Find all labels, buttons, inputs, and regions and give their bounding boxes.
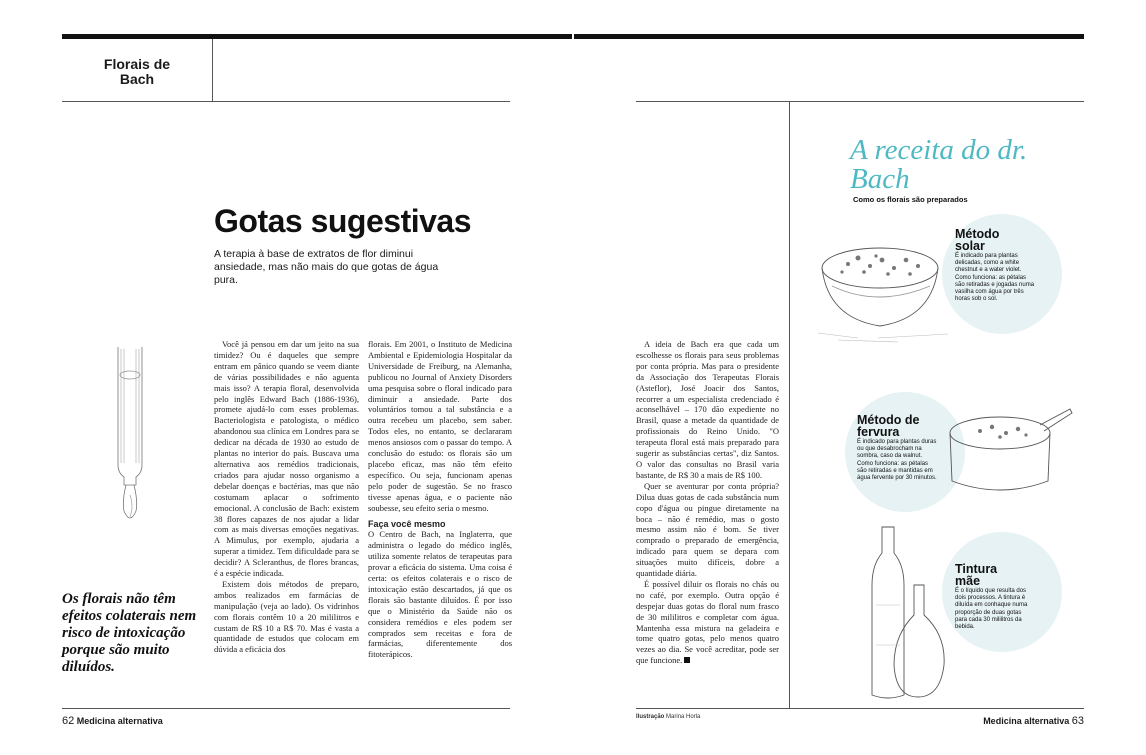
page-number: 63 [1071,715,1084,727]
header-rule-left [62,101,510,102]
page-number: 62 [62,715,75,727]
body-paragraph: A ideia de Bach era que cada um escolhesse os florais para seus problemas por conta própria. Mas para o presidente da Associação dos Terapeutas Florais (Asteflor), José Joacir dos Santos, recorrer a um especialista credenciado é aconselhável – 170 dão expediente no Brasil, quase a metade da quantidade de profissionais do Reino Unido. "O terapeuta floral está mais preparado para sugerir as substâncias certas", diz Santos. O valor das consultas no Brasil varia bastante, de R$ 30 a mais de R$ 100. [636,339,779,480]
illustration-credit [636,714,700,720]
top-rule-right [574,34,1084,39]
body-paragraph: Quer se aventurar por conta própria? Dilua duas gotas de cada substância num copo d'água ou pingue diretamente na boca – não é remédio, mas o gosto mesmo assim não é bom. Se tiver comprado o preparado de emergência, indicado para quem se depara com situações muito difíceis, dobre a quantidade diária. [636,480,779,579]
sidebar-subtitle: Como os florais são preparados [853,195,968,204]
sidebar-title: A receita do dr. Bach [850,134,1028,195]
body-paragraph: florais. Em 2001, o Instituto de Medicina Ambiental e Epidemiologia Hospitalar da Universidade de Freiburg, na Alemanha, publicou no Journal of Anxiety Disorders uma pesquisa sobre o floral indicado para diminuir a ansiedade. Parte dos voluntários tomou a tal substância e a outra recebeu um placebo, sem saber. Todos eles, no entanto, se declararam menos ansiosos com o passar do tempo. A conclusão do estudo: os florais são um placebo eficaz, mas não têm efeito específico. Ou seja, funcionam apenas pelo poder de sugestão. Se no frasco tivesse apenas água, e o paciente não soubesse, seu efeito seria o mesmo. [368,339,512,513]
credit-name: Marina Horla [666,714,701,720]
folio-label: Medicina alternativa [76,716,163,726]
header-rule-right [636,101,1084,102]
dropper-illustration [100,345,160,545]
folio-label: Medicina alternativa [983,716,1070,726]
footer-rule-right [636,708,1084,709]
body-column-2 [368,339,512,660]
method-tintura-title: Tintura mãe [955,562,998,588]
body-column-3 [636,339,779,666]
method-tintura-desc: É o líquido que resulta dos dois processos. A tintura é diluída em conhaque numa proporção de duas gotas para cada 30 mililitros da bebida. [955,588,1028,631]
headline: Gotas sugestivas [214,203,471,239]
bowl-illustration [818,238,958,348]
pot-illustration [930,395,1070,505]
end-mark [684,657,690,663]
body-paragraph [636,579,779,666]
method-fervura-desc: É indicado para plantas duras ou que desabrocham na sombra, caso da walnut. Como funciona: as pétalas são retiradas e mantidas em água fervente por 30 minutos. [857,439,937,482]
method-solar-desc: É indicado para plantas delicadas, como a white chestnut e a water violet. Como funciona: as pétalas são retiradas e jogadas numa vasilha com água por três horas sob o sol. [955,253,1035,303]
section-tag: Florais de Bach [103,56,171,87]
pull-quote: Os florais não têm efeitos colaterais nem risco de intoxicação porque são muito diluídos. [62,591,197,675]
section-divider-left [212,39,213,101]
top-rule-left [62,34,572,39]
body-column-1 [214,339,359,655]
method-solar-title: Método solar [955,227,1000,253]
body-text: É possível diluir os florais no chás ou no café, por exemplo. Outra opção é despejar duas gotas do floral num frasco de 30 mililitros e completar com água. Mantenha essa mistura na geladeira e tome quatro gotas, pelo menos quatro vezes ao dia. Se você acreditar, pode ser que funcione. [636,578,779,666]
deck: A terapia à base de extratos de flor diminui ansiedade, mas não mais do que gotas de água pura. [214,248,439,286]
method-fervura-title: Método de fervura [857,413,920,439]
sidebar-divider [789,101,790,709]
footer-rule-left [62,708,510,709]
body-paragraph: O Centro de Bach, na Inglaterra, que administra o legado do médico inglês, utiliza somente relatos de terapeutas para provar a eficácia do sistema. Uma coisa é certa: os efeitos colaterais e o risco de intoxicação estão descartados, já que os florais são bastante diluídos. É por isso que o Ministério da Saúde não os considera remédios e eles podem ser comprados sem receitas e fora de farmácias, diferentemente dos fitoterápicos. [368,529,512,660]
body-paragraph: Você já pensou em dar um jeito na sua timidez? Ou é daqueles que sempre entram em pânico quando se veem diante de várias possibilidades e não aguenta mais isso? A terapia floral, desenvolvida pelo inglês Edward Bach (1886-1936), promete ajudá-lo com esses problemas. Bacteriologista e patologista, o médico abandonou sua clínica em Londres para se dedicar na década de 1930 ao estudo de plantas no interior do país. Buscava uma alternativa aos remédios tradicionais, criados para ajudar nosso organismo a debelar doenças e bactérias, mas que não costumam aplacar o sofrimento emocional. A conclusão de Bach: existem 38 flores capazes de nos ajudar a lidar com as mais diversas emoções negativas. A Mimulus, por exemplo, ajudaria a superar a timidez. Tem dificuldade para se decidir? A Scleranthus, de flores brancas, é a espécie indicada. [214,339,359,579]
folio-left [62,715,163,727]
credit-label: Ilustração [636,714,665,720]
folio-right [983,715,1084,727]
bottles-illustration [858,525,948,705]
subhead: Faça você mesmo [368,518,446,529]
body-paragraph: Existem dois métodos de preparo, ambos realizados em farmácias de manipulação (veja ao lado). Os vidrinhos com florais contêm 10 a 20 mililitros e custam de R$ 10 a R$ 70. Mas é vasta a quantidade de estudos que colocam em dúvida a eficácia dos [214,578,359,655]
